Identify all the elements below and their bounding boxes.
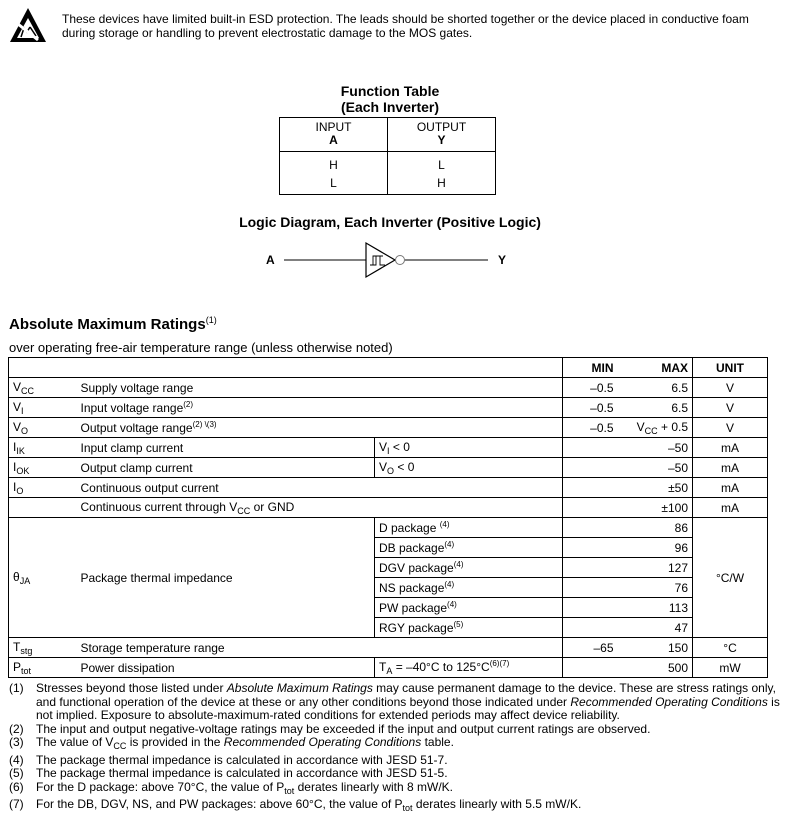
table-row (280, 152, 496, 175)
condition (375, 458, 563, 478)
min-value (563, 478, 628, 498)
sym: I (13, 439, 17, 454)
package-name: PW package (379, 601, 448, 615)
max-value: 127 (628, 558, 693, 578)
sym: θ (13, 569, 20, 584)
min-value (563, 438, 628, 458)
cond-sub: A (386, 666, 393, 676)
logic-output-label: Y (498, 253, 507, 267)
blank-header (9, 358, 563, 378)
sym: V (13, 379, 22, 394)
param-post: or GND (250, 499, 295, 514)
max-value: 6.5 (628, 398, 693, 418)
footnote (9, 682, 789, 723)
function-table-title (270, 83, 510, 115)
function-table (279, 117, 496, 195)
package-name: DGV package (379, 561, 454, 575)
cond-pre: V (379, 459, 388, 474)
max-value: 500 (628, 658, 693, 678)
footnote (9, 723, 789, 737)
cond-post: < 0 (389, 439, 410, 454)
function-table-header-input (280, 118, 388, 152)
footnote (9, 781, 789, 799)
parameter: Continuous output current (77, 478, 563, 498)
min-value: –65 (563, 638, 628, 658)
condition (375, 598, 563, 618)
logic-input-label: A (266, 253, 275, 267)
text: derates linearly with 5.5 mW/K. (412, 797, 582, 811)
condition (375, 438, 563, 458)
table-row (9, 438, 768, 458)
max-value: 96 (628, 538, 693, 558)
footnote-number: (5) (9, 766, 24, 780)
max-value: –50 (628, 438, 693, 458)
param-sub: CC (237, 505, 251, 516)
min-value (563, 558, 628, 578)
cell-output: H (388, 174, 496, 195)
package-name: NS package (379, 581, 445, 595)
table-row (280, 174, 496, 195)
text: is provided in the (126, 735, 224, 749)
footnote-ref: (4) (444, 580, 455, 589)
footnote-text: The package thermal impedance is calculated in accordance with JESD 51-7. (36, 752, 448, 767)
unit: °C/W (693, 518, 768, 638)
condition (375, 618, 563, 638)
max-value: ±50 (628, 478, 693, 498)
parameter: Output clamp current (77, 458, 375, 478)
max-value: 6.5 (628, 378, 693, 398)
footnote-text: The package thermal impedance is calculated in accordance with JESD 51-5. (36, 766, 448, 780)
parameter (77, 398, 563, 418)
symbol (9, 518, 77, 638)
abs-max-title-text: Absolute Maximum Ratings (9, 316, 206, 333)
max-value: 47 (628, 618, 693, 638)
condition (375, 658, 563, 678)
schmitt-trigger-inverter-icon (284, 240, 494, 280)
esd-notice-line1: These devices have limited built-in ESD protection. The leads should be shorted together or the device placed in conductive foam (62, 12, 749, 26)
parameter: Power dissipation (77, 658, 375, 678)
esd-warning-icon (8, 6, 48, 44)
symbol (9, 638, 77, 658)
esd-notice-line2: during storage or handling to prevent electrostatic damage to the MOS gates. (62, 26, 473, 40)
cond-post: < 0 (394, 459, 415, 474)
min-value (563, 658, 628, 678)
cond-pre: T (379, 660, 387, 674)
table-row (9, 478, 768, 498)
footnote-number: (1) (9, 681, 24, 695)
sym: I (13, 459, 17, 474)
min-value: –0.5 (563, 418, 628, 438)
parameter (77, 418, 563, 438)
unit: °C (693, 638, 768, 658)
footnotes (9, 682, 789, 816)
parameter: Storage temperature range (77, 638, 563, 658)
footnote-number: (6) (9, 779, 24, 794)
subscript: tot (402, 803, 413, 813)
cond-post: = –40°C to 125°C (392, 660, 490, 674)
min-value (563, 518, 628, 538)
esd-notice (62, 12, 792, 40)
footnote-ref: (4) (453, 560, 464, 569)
footnote-ref: (1) (205, 315, 217, 325)
sym-sub: IK (16, 445, 25, 456)
footnote-text (36, 736, 789, 754)
text: may cause permanent damage to the device. These are stress ratings only, and functional operation of the device at these or any other conditions beyond those indicated under (36, 681, 776, 709)
max-pre: V (636, 419, 645, 434)
symbol (9, 478, 77, 498)
unit: mA (693, 458, 768, 478)
unit: V (693, 398, 768, 418)
min-value (563, 538, 628, 558)
cond-sub: O (387, 465, 395, 476)
footnote-text (36, 798, 789, 816)
text: Stresses beyond those listed under (36, 681, 227, 695)
package-name: RGY package (379, 621, 454, 635)
abs-max-table (8, 357, 768, 678)
table-row (9, 638, 768, 658)
footnote-ref: (4) (439, 520, 450, 529)
unit: mA (693, 438, 768, 458)
parameter: Supply voltage range (77, 378, 563, 398)
parameter: Input clamp current (77, 438, 375, 458)
package-name: D package (379, 521, 440, 535)
condition (375, 518, 563, 538)
header-label: INPUT (315, 120, 352, 134)
max-value: 76 (628, 578, 693, 598)
cell-input: H (280, 152, 388, 175)
function-table-title-text: Function Table (340, 83, 440, 99)
function-table-header-output (388, 118, 496, 152)
min-value (563, 618, 628, 638)
table-row (9, 458, 768, 478)
sym: V (13, 399, 22, 414)
footnote-ref: (4) (444, 540, 455, 549)
footnote-number: (2) (9, 721, 24, 736)
text: For the D package: above 70°C, the value of P (36, 779, 285, 794)
footnote (9, 798, 789, 816)
footnote-number: (4) (9, 752, 24, 767)
header-max: MAX (628, 358, 693, 378)
param-pre: Continuous current through V (80, 499, 238, 514)
sym-sub: tot (21, 665, 32, 676)
max-value (628, 418, 693, 438)
unit: V (693, 378, 768, 398)
symbol (9, 438, 77, 458)
footnote (9, 767, 789, 781)
sym: P (13, 659, 22, 674)
footnote (9, 736, 789, 754)
min-value: –0.5 (563, 398, 628, 418)
logic-diagram-title: Logic Diagram, Each Inverter (Positive Logic) (239, 214, 541, 230)
symbol (9, 458, 77, 478)
unit: mA (693, 478, 768, 498)
max-post: + 0.5 (657, 419, 688, 434)
sym-sub: stg (20, 645, 33, 656)
sym-sub: O (16, 485, 24, 496)
abs-max-subtitle: over operating free-air temperature range (unless otherwise noted) (9, 340, 393, 355)
table-row (9, 398, 768, 418)
sym: V (13, 419, 22, 434)
header-signal: A (329, 133, 338, 147)
unit: mA (693, 498, 768, 518)
text: table. (421, 735, 454, 749)
parameter (77, 498, 563, 518)
table-row (9, 518, 768, 538)
header-label: OUTPUT (416, 120, 467, 134)
header-signal: Y (437, 133, 446, 147)
sym-sub: I (21, 405, 24, 416)
table-row (9, 378, 768, 398)
symbol (9, 498, 77, 518)
italic-text: Recommended Operating Conditions (223, 735, 422, 749)
table-row (9, 418, 768, 438)
header-unit: UNIT (693, 358, 768, 378)
unit: V (693, 418, 768, 438)
text: The value of V (36, 735, 114, 749)
unit: mW (693, 658, 768, 678)
symbol (9, 418, 77, 438)
subscript: CC (113, 741, 127, 751)
sym-sub: CC (21, 385, 35, 396)
max-sub: CC (644, 425, 658, 436)
symbol (9, 658, 77, 678)
sym-sub: OK (16, 465, 30, 476)
min-value (563, 578, 628, 598)
italic-text: Absolute Maximum Ratings (226, 681, 373, 695)
min-value: –0.5 (563, 378, 628, 398)
param-text: Output voltage range (80, 421, 193, 435)
sym-sub: JA (19, 575, 31, 586)
footnote-number: (7) (9, 797, 24, 811)
subscript: tot (284, 785, 295, 796)
min-value (563, 458, 628, 478)
function-table-subtitle: (Each Inverter) (340, 99, 440, 115)
footnote-ref: (5) (453, 620, 464, 629)
table-header-row (9, 358, 768, 378)
footnote-ref: (6)(7) (489, 659, 510, 668)
footnote-number: (3) (9, 735, 24, 749)
sym: T (13, 639, 21, 654)
abs-max-title (9, 315, 217, 333)
text: is not implied. Exposure to absolute-maximum-rated conditions for extended periods may affect device reliability. (36, 694, 780, 722)
header-min: MIN (563, 358, 628, 378)
cell-input: L (280, 174, 388, 195)
symbol (9, 398, 77, 418)
footnote-ref: (4) (447, 600, 457, 609)
symbol (9, 378, 77, 398)
condition (375, 578, 563, 598)
text: derates linearly with 8 mW/K. (294, 779, 454, 794)
footnote-ref: (2) \(3) (192, 420, 217, 429)
sym-sub: O (21, 425, 29, 436)
italic-text: Recommended Operating Conditions (570, 694, 768, 709)
table-row (9, 498, 768, 518)
max-value: 113 (628, 598, 693, 618)
package-name: DB package (379, 541, 445, 555)
cond-pre: V (379, 439, 388, 454)
cond-sub: I (387, 445, 390, 456)
parameter: Package thermal impedance (77, 518, 375, 638)
max-value: ±100 (628, 498, 693, 518)
footnote-ref: (2) (183, 400, 194, 409)
sym: I (13, 479, 17, 494)
condition (375, 558, 563, 578)
cell-output: L (388, 152, 496, 175)
max-value: –50 (628, 458, 693, 478)
max-value: 150 (628, 638, 693, 658)
text: For the DB, DGV, NS, and PW packages: above 60°C, the value of P (36, 797, 403, 811)
footnote-text (36, 682, 789, 723)
min-value (563, 498, 628, 518)
table-row (9, 658, 768, 678)
footnote (9, 754, 789, 768)
max-value: 86 (628, 518, 693, 538)
footnote-text: The input and output negative-voltage ratings may be exceeded if the input and output current ratings are observed. (36, 721, 651, 736)
param-text: Input voltage range (80, 401, 184, 415)
condition (375, 538, 563, 558)
footnote-text (36, 781, 789, 799)
min-value (563, 598, 628, 618)
